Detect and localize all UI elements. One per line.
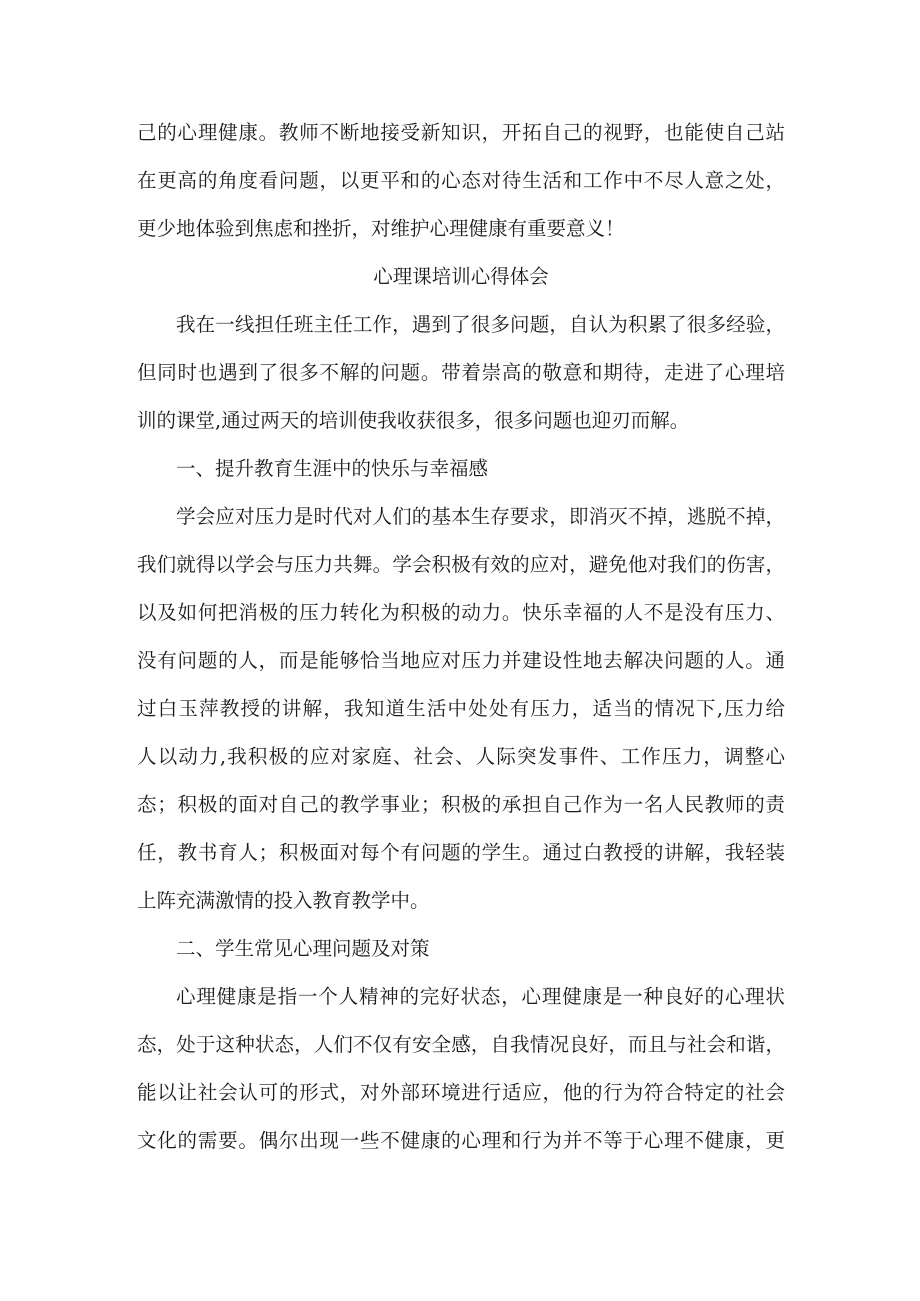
- section-title: 心理课培训心得体会: [373, 265, 549, 288]
- text-line: 人以动力,我积极的应对家庭、社会、人际突发事件、工作压力，调整心: [137, 745, 785, 768]
- text-line: 在更高的角度看问题，以更平和的心态对待生活和工作中不尽人意之处，: [137, 169, 785, 192]
- text-line: 文化的需要。偶尔出现一些不健康的心理和行为并不等于心理不健康，更: [137, 1129, 785, 1152]
- text-line: 但同时也遇到了很多不解的问题。带着崇高的敬意和期待，走进了心理培: [137, 361, 785, 384]
- subheading-one: 一、提升教育生涯中的快乐与幸福感: [176, 457, 489, 480]
- text-line: 己的心理健康。教师不断地接受新知识，开拓自己的视野，也能使自己站: [137, 121, 785, 144]
- text-line: 没有问题的人，而是能够恰当地应对压力并建设性地去解决问题的人。通: [137, 649, 785, 672]
- paragraph-first-line: 学会应对压力是时代对人们的基本生存要求，即消灭不掉，逃脱不掉，: [176, 505, 785, 528]
- text-line: 以及如何把消极的压力转化为积极的动力。快乐幸福的人不是没有压力、: [137, 601, 785, 624]
- paragraph-first-line: 我在一线担任班主任工作，遇到了很多问题，自认为积累了很多经验，: [176, 313, 785, 336]
- text-line: 更少地体验到焦虑和挫折，对维护心理健康有重要意义！: [137, 217, 625, 240]
- text-line: 训的课堂,通过两天的培训使我收获很多，很多问题也迎刃而解。: [137, 409, 690, 432]
- text-line: 态；积极的面对自己的教学事业；积极的承担自己作为一名人民教师的责: [137, 793, 785, 816]
- text-line: 过白玉萍教授的讲解，我知道生活中处处有压力，适当的情况下,压力给: [137, 697, 785, 720]
- text-line: 上阵充满激情的投入教育教学中。: [137, 889, 430, 912]
- text-line: 态，处于这种状态，人们不仅有安全感，自我情况良好，而且与社会和谐，: [137, 1033, 785, 1056]
- text-line: 任，教书育人；积极面对每个有问题的学生。通过白教授的讲解，我轻装: [137, 841, 785, 864]
- text-line: 能以让社会认可的形式，对外部环境进行适应，他的行为符合特定的社会: [137, 1081, 785, 1104]
- text-line: 我们就得以学会与压力共舞。学会积极有效的应对，避免他对我们的伤害，: [137, 553, 785, 576]
- subheading-two: 二、学生常见心理问题及对策: [176, 937, 430, 960]
- paragraph-first-line: 心理健康是指一个人精神的完好状态，心理健康是一种良好的心理状: [176, 985, 785, 1008]
